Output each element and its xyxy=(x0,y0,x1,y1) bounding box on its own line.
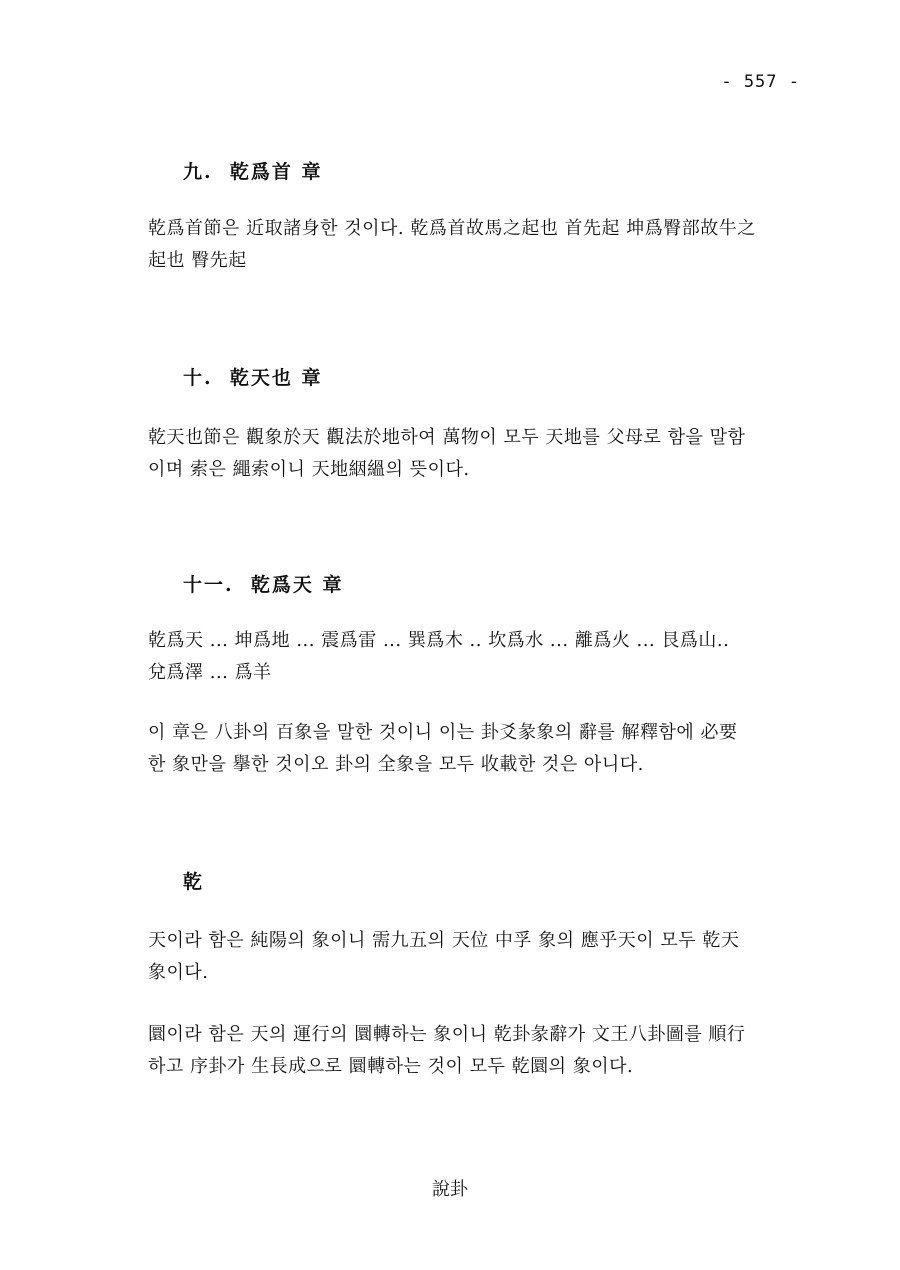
paragraph-qian-2 xyxy=(148,1019,808,1083)
paragraph-line: 兌爲澤 ... 爲羊 xyxy=(148,662,272,683)
page-footer-title: 說卦 xyxy=(432,1179,468,1200)
paragraph-line: 起也 臀先起 xyxy=(148,250,247,271)
paragraph-10-1 xyxy=(148,422,808,486)
paragraph-line: 象이다. xyxy=(148,962,209,983)
paragraph-line: 乾爲天 ... 坤爲地 ... 震爲雷 ... 巽爲木 .. 坎爲水 ... 離爲火 ... 艮爲山.. xyxy=(148,630,730,651)
paragraph-11-2 xyxy=(148,717,808,781)
page-number: - 557 - xyxy=(721,72,800,92)
paragraph-line: 天이라 함은 純陽의 象이니 需九五의 天位 中孚 象의 應乎天이 모두 乾天 xyxy=(148,930,740,951)
section-heading-11: 十一. 乾爲天 章 xyxy=(183,574,344,596)
paragraph-line: 乾爲首節은 近取諸身한 것이다. 乾爲首故馬之起也 首先起 坤爲臀部故牛之 xyxy=(148,218,756,239)
paragraph-line: 乾天也節은 觀象於天 觀法於地하여 萬物이 모두 天地를 父母로 함을 말함 xyxy=(148,427,746,448)
paragraph-line: 한 象만을 擧한 것이오 卦의 全象을 모두 收載한 것은 아니다. xyxy=(148,754,644,775)
paragraph-line: 이 章은 八卦의 百象을 말한 것이니 이는 卦爻彖象의 辭를 解釋함에 必要 xyxy=(148,722,738,743)
paragraph-line: 이며 索은 繩索이니 天地絪縕의 뜻이다. xyxy=(148,459,470,480)
paragraph-9-1 xyxy=(148,213,808,277)
paragraph-line: 圜이라 함은 天의 運行의 圜轉하는 象이니 乾卦彖辭가 文王八卦圖를 順行 xyxy=(148,1024,746,1045)
paragraph-qian-1 xyxy=(148,925,808,989)
paragraph-11-1 xyxy=(148,625,808,689)
section-heading-9: 九. 乾爲首 章 xyxy=(183,161,323,183)
section-heading-10: 十. 乾天也 章 xyxy=(183,367,323,389)
paragraph-line: 하고 序卦가 生長成으로 圜轉하는 것이 모두 乾圜의 象이다. xyxy=(148,1056,634,1077)
section-heading-qian: 乾 xyxy=(183,871,205,893)
